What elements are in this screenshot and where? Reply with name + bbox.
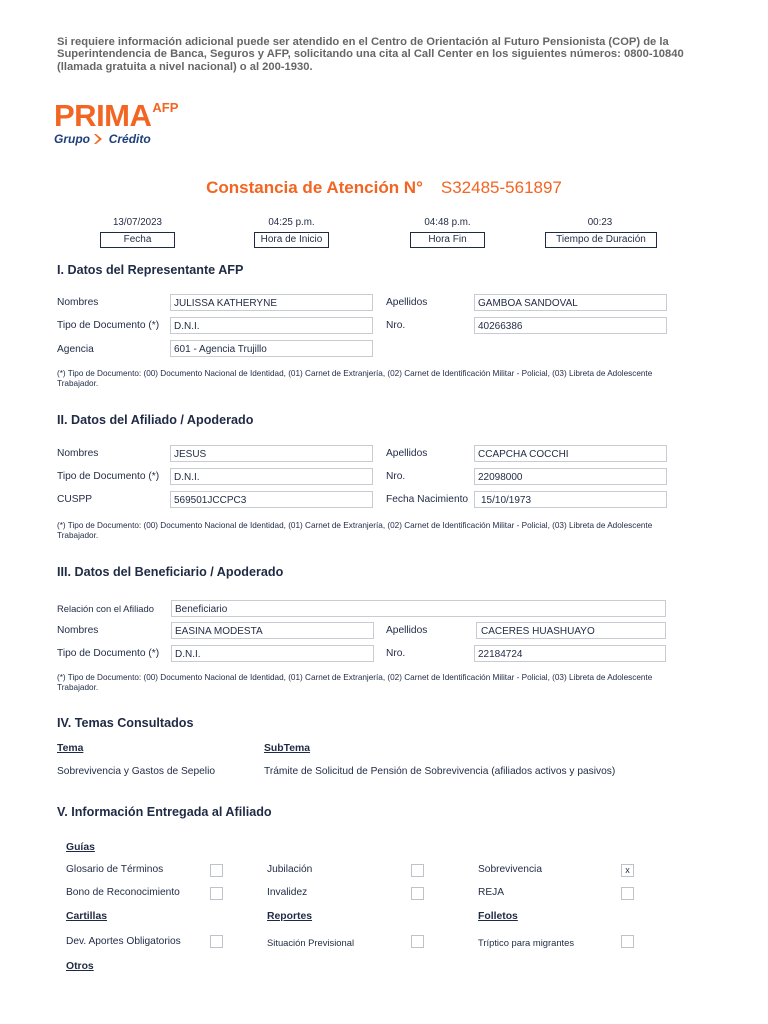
attention-number: S32485-561897: [440, 178, 562, 197]
title-label: Constancia de Atención N°: [206, 178, 423, 197]
logo-grupo-credito: [54, 132, 151, 146]
subtema-header: SubTema: [264, 743, 310, 754]
ben-relacion-label: Relación con el Afiliado: [57, 603, 154, 614]
hora-inicio-value: 04:25 p.m.: [268, 217, 315, 228]
rep-nro-label: Nro.: [386, 320, 406, 331]
afi-cuspp-label: CUSPP: [57, 494, 93, 505]
rep-tipo-doc-label: Tipo de Documento (*): [57, 320, 160, 331]
item-invalidez-checkbox[interactable]: [411, 887, 424, 900]
chevron-right-icon: [93, 133, 105, 145]
section-informacion-title: V. Información Entregada al Afiliado: [57, 805, 272, 819]
item-glosario-checkbox[interactable]: [210, 864, 223, 877]
ben-nombres-field: EASINA MODESTA: [171, 622, 374, 639]
afi-cuspp-field: 569501JCCPC3: [170, 491, 373, 508]
rep-nombres-label: Nombres: [57, 297, 99, 308]
ben-nro-field: 22184724: [474, 645, 666, 662]
rep-agencia-label: Agencia: [57, 344, 94, 355]
prima-afp-logo: [54, 98, 179, 146]
afi-fecha-nac-field: 15/10/1973: [474, 491, 667, 508]
item-triptico-checkbox[interactable]: [621, 935, 634, 948]
afi-nro-field: 22098000: [474, 468, 667, 485]
afi-tipo-doc-label: Tipo de Documento (*): [57, 471, 160, 482]
rep-apellidos-label: Apellidos: [386, 297, 428, 308]
item-bono-checkbox[interactable]: [210, 887, 223, 900]
hora-fin-value: 04:48 p.m.: [424, 217, 471, 228]
item-sobrevivencia-label: Sobrevivencia: [478, 864, 542, 875]
afi-nro-label: Nro.: [386, 471, 406, 482]
item-jubilacion-label: Jubilación: [267, 864, 313, 875]
item-dev-aportes-checkbox[interactable]: [210, 935, 223, 948]
hora-inicio-label: Hora de Inicio: [254, 232, 329, 248]
item-sobrevivencia-checkbox[interactable]: x: [621, 864, 634, 877]
item-glosario-label: Glosario de Términos: [66, 864, 164, 875]
rep-agencia-field: 601 - Agencia Trujillo: [170, 340, 373, 357]
rep-apellidos-field: GAMBOA SANDOVAL: [474, 294, 667, 311]
section-temas-title: IV. Temas Consultados: [57, 716, 194, 730]
fecha-value: 13/07/2023: [112, 217, 163, 228]
info-notice: Si requiere información adicional puede ser atendido en el Centro de Orientación al Futuro Pensionista (COP) de la Superintendencia de Banca, Seguros y AFP, solicitando una cita al Call Center en los siguientes números: 0800-10840 (llamada gratuita a nivel nacional) o al 200-1930.: [57, 36, 684, 73]
ben-tipo-doc-label: Tipo de Documento (*): [57, 648, 160, 659]
duracion-value: 00:23: [587, 217, 613, 228]
afi-fecha-nac-label: Fecha Nacimiento: [386, 494, 469, 505]
ben-tipo-doc-field: D.N.I.: [171, 645, 374, 662]
tipo-documento-note-3: (*) Tipo de Documento: (00) Documento Nacional de Identidad, (01) Carnet de Extranjería, (02) Carnet de Identificación Militar - Policial, (03) Libreta de Adolescente Trabajador.: [57, 673, 653, 692]
afi-tipo-doc-field: D.N.I.: [170, 468, 373, 485]
ben-nombres-label: Nombres: [57, 625, 99, 636]
logo-afp-text: AFP: [152, 100, 179, 115]
ben-apellidos-field: CACERES HUASHUAYO: [476, 622, 666, 639]
section-afiliado-title: II. Datos del Afiliado / Apoderado: [57, 413, 254, 427]
hora-fin-label: Hora Fin: [410, 232, 485, 248]
item-jubilacion-checkbox[interactable]: [411, 864, 424, 877]
rep-nro-field: 40266386: [474, 317, 667, 334]
ben-nro-label: Nro.: [386, 648, 406, 659]
folletos-header: Folletos: [478, 911, 518, 922]
section-beneficiario-title: III. Datos del Beneficiario / Apoderado: [57, 565, 284, 579]
item-reja-label: REJA: [478, 887, 505, 898]
fecha-label: Fecha: [100, 232, 175, 248]
afi-nombres-label: Nombres: [57, 448, 99, 459]
page-title: [0, 178, 768, 198]
duracion-label: Tiempo de Duración: [545, 232, 657, 248]
afi-nombres-field: JESUS: [170, 445, 373, 462]
subtema-value: Trámite de Solicitud de Pensión de Sobrevivencia (afiliados activos y pasivos): [264, 766, 616, 777]
rep-tipo-doc-field: D.N.I.: [170, 317, 373, 334]
guias-header: Guías: [66, 842, 95, 853]
ben-apellidos-label: Apellidos: [386, 625, 428, 636]
tema-header: Tema: [57, 743, 84, 754]
rep-nombres-field: JULISSA KATHERYNE: [170, 294, 373, 311]
afi-apellidos-label: Apellidos: [386, 448, 428, 459]
cartillas-header: Cartillas: [66, 911, 108, 922]
item-dev-aportes-label: Dev. Aportes Obligatorios: [66, 936, 181, 947]
tema-value: Sobrevivencia y Gastos de Sepelio: [57, 766, 215, 777]
item-situacion-label: Situación Previsional: [267, 937, 355, 948]
logo-grupo-text: Grupo: [54, 132, 90, 146]
item-situacion-checkbox[interactable]: [411, 935, 424, 948]
reportes-header: Reportes: [267, 911, 313, 922]
tipo-documento-note-2: (*) Tipo de Documento: (00) Documento Nacional de Identidad, (01) Carnet de Extranjería, (02) Carnet de Identificación Militar - Policial, (03) Libreta de Adolescente Trabajador.: [57, 521, 653, 540]
item-reja-checkbox[interactable]: [621, 887, 634, 900]
ben-relacion-field: Beneficiario: [171, 600, 666, 617]
item-invalidez-label: Invalidez: [267, 887, 308, 898]
section-representante-title: I. Datos del Representante AFP: [57, 263, 244, 277]
item-bono-label: Bono de Reconocimiento: [66, 887, 180, 898]
logo-prima-text: PRIMA: [54, 98, 152, 133]
otros-header: Otros: [66, 961, 94, 972]
logo-credito-text: Crédito: [108, 132, 151, 146]
afi-apellidos-field: CCAPCHA COCCHI: [474, 445, 667, 462]
tipo-documento-note: (*) Tipo de Documento: (00) Documento Nacional de Identidad, (01) Carnet de Extranjería, (02) Carnet de Identificación Militar - Policial, (03) Libreta de Adolescente Trabajador.: [57, 369, 653, 388]
item-triptico-label: Tríptico para migrantes: [478, 937, 575, 948]
